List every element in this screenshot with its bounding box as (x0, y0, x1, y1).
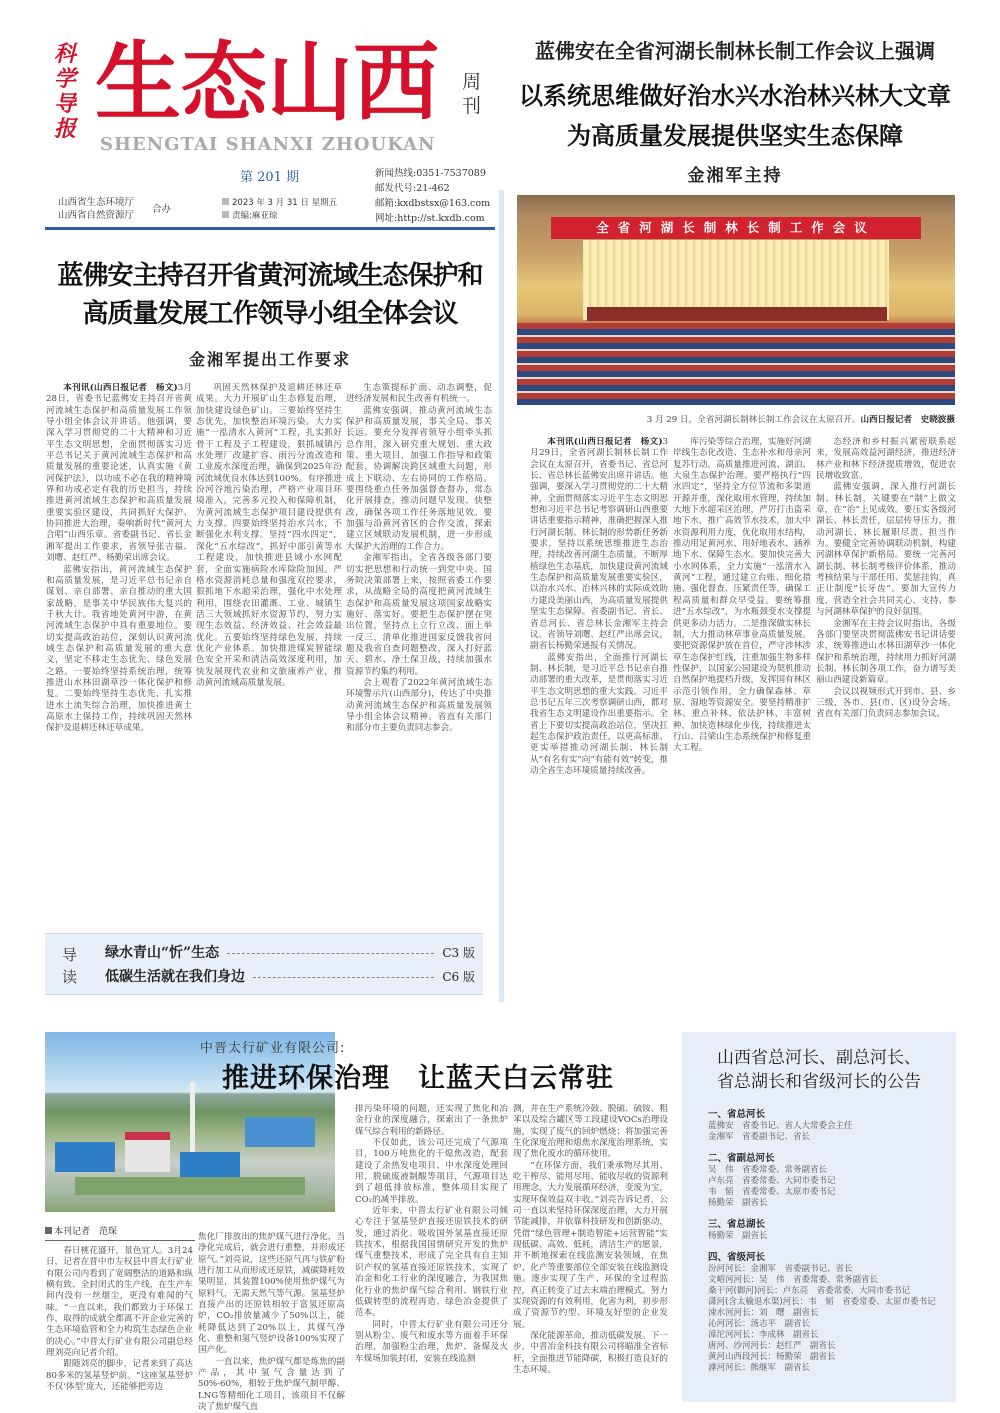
paragraph-text: 测，并在生产系统冷鼓、脱硫、硫铵、粗苯以及综合罐区等工段建设VOCs治理设施，实现了废气的回炉燃烧；将加强完善生化深度治理和熄焦水深度治理系统，实现了焦化废水的循环使用。 (513, 1104, 668, 1160)
paragraph-text: 生态策提标扩面、动态调整，促进经济发展和民生改善有机统一。 (346, 383, 492, 405)
masthead-title: 生态山西 (95, 32, 439, 133)
email: 邮箱:kxdbstsx@163.com (375, 198, 491, 209)
notice-entry: 唐河、沙河河长：赵红严 副省长 (708, 1341, 836, 1351)
paragraph-text: 焦化厂排放出的焦炉煤气进行净化，当净化完成后，就会进行重整，并形成还原气。”刘亮说，这些还原气再与铁矿粉进行加工从而形成还原铁，减碳降耗效果明显，其装置100%使用焦炉煤气为原料气，无需天然气等气源。氢基竖炉直接产出的还原铁相较于富氢还原高炉，CO₂排放量减少了50%以上，能耗降低达到了20%以上，其煤气净化、重整和氢气竖炉设备100%实现了国产化。 (198, 1232, 345, 1356)
guide-item-title: 低碳生活就在我们身边 (105, 969, 245, 985)
paragraph-text: 同时，中晋太行矿业有限公司还分别从粉尘、废气和废水等方面着手环保治理，加强粉尘治理，焦炉、备煤及火车煤场加装封闭，安装在线监测 (355, 1319, 508, 1364)
paragraph-text: 蓝佛安指出，黄河流域生态保护和高质量发展，是习近平总书记亲自谋划、亲自部署、亲自推动的重大国家战略，是事关中华民族伟大复兴的千秋大计。我省地处黄河中游，在黄河流域生态保护中具有重要地位。要切实提高政治站位，深刻认识黄河流域生态保护和高质量发展的重大意义，坚定不移走生态优先、绿色发展之路。一要始终坚持系统治理，统筹推进山水林田湖草沙一体化保护和修复。二要始终坚持生态优先，扎实推进水土流失综合治理，加快推进黄土高原水土保持工作，持续巩固天然林保护及退耕还林还草成果。 (46, 564, 192, 734)
square-bullet-icon (222, 198, 229, 205)
paragraph (355, 1206, 508, 1319)
postal-code: 邮发代号:21-462 (375, 183, 450, 194)
paragraph-text: 巩固天然林保护及退耕还林还草成果。大力开展矿山生态修复治理，加快建设绿色矿山。三要始终坚持生态优先，加快整治环境污染。大力实施“一泓清水入黄河”工程，扎实抓好骨干工程及子工程建设，狠抓城镇污水处理厂改建扩容、雨污分流改造和工业废水深度治理，确保到2025年汾河流域优良水体达到100%。有序推进汾河谷地污染治理，严格产业项目环境准入。完善多元投入和保障机制，为黄河流域生态保护项目建设提供有力支撑。四要始终坚持治水兴水，不断强化水利支撑。坚持“四水四定”，深化“五水综改”，抓好中部引黄等水工程建设，加快推进县域小水网配套，全面实施病险水库除险加固。严格水资源消耗总量和强度双控要求，狠抓地下水超采治理，强化中水处理利用，围绕农田灌溉、工业、城镇生活三大领域抓好水资源节约，努力实现生态效益、经济效益、社会效益最优化。五要始终坚持绿色发展，持续优化产业体系。加快推进煤炭智能绿色安全开采和清洁高效深度利用，加快发展现代农业和文旅康养产业，推动黄河流域高质量发展。 (196, 383, 342, 688)
issue-number: 第 201 期 (240, 170, 300, 185)
contact-info (375, 166, 490, 226)
guide-item[interactable] (105, 967, 475, 987)
notice-entry: 潇河(含太榆退水渠)河长：韦 韬 省委常委、太原市委书记 (708, 1297, 936, 1307)
paragraph-text: 不仅如此，该公司还完成了气源项目，100万吨焦化的干熄焦改造，配套建设了余热发电项目、中水深度处理回用、脱硫废液制酸等项目，气源项目达到了超低排放标准，整体项目实现了CO₂的减半排放。 (355, 1138, 508, 1205)
lower-article-column (46, 1246, 193, 1413)
leader-line (253, 977, 434, 978)
paragraph-text: 会议以视频形式开到市、县、乡三级，各市、县(市、区)设分会场。省直有关部门负责同志参加会议。 (816, 686, 956, 720)
website: 网址:http://st.kxdb.com (375, 213, 485, 224)
notice-entry: 黄河山西段河长：杨勤荣 副省长 (708, 1352, 836, 1362)
notice-entry: 涑水河河长：刘 曙 副省长 (708, 1308, 819, 1318)
lower-article-column (355, 1104, 508, 1413)
lead-label: 本刊讯(山西日报记者 杨文) (63, 383, 178, 393)
right-article-column (816, 437, 956, 999)
paragraph (513, 1104, 668, 1161)
sponsor: 山西省自然资源厅 (58, 210, 135, 221)
masthead-weekly: 周刊 (462, 71, 482, 117)
conference-photo (517, 195, 955, 405)
paragraph-text: 春日桃花盛开，景色宜人。3月24日，记者在晋中市左权县中晋太行矿业有限公司内看到了宽阔整洁的道路和纵横有致、全封闭式的生产线，在生产车间内没有一丝烟尘，更没有难闻的气味。“一直以来，我们都致力于环保工作，取得的成就全都离不开企业完善的生态环境监管和全力构筑生态绿色企业的决心。”中晋太行矿业有限公司副总经理刘亮向记者介绍。 (46, 1246, 193, 1359)
caption-text: 3 月 29 日，全省河湖长制林长制工作会议在太原召开。 (646, 415, 861, 425)
paragraph (346, 678, 492, 735)
paragraph-text: 金湘军在主持会议时指出，各级各部门要坚决贯彻蓝佛安书记讲话要求，统筹推进山水林田湖草沙一体化保护和系统治理，持续用力抓好河湖长制、林长制各项工作，奋力谱写美丽山西建设新篇章。 (816, 618, 956, 686)
paragraph (816, 482, 956, 618)
hotline: 新闻热线:0351-7537089 (375, 168, 486, 179)
paragraph-text: 蓝佛安强调，推动黄河流域生态保护和高质量发展，事关全局、事关长远。要充分发挥省领导小组牵头抓总作用，深入研究重大规划、重大政策、重大项目，加强工作指导和政策配套，协调解决跨区域重大问题，形成上下联动、左右协同的工作格局。要围绕重点任务加强督查督办，常态化开展排查，推动问题早发现、快整改，确保各项工作任务落地见效。要加强与沿黄河省区的合作交流，探索建立区域联动发展机制，进一步形成大保护大治理的工作合力。 (346, 405, 492, 552)
paragraph (346, 383, 492, 406)
paragraph-text: 蓝佛安强调，深入推行河湖长制、林长制，关键要在“制”上做文章，在“治”上见成效。要压实各级河湖长、林长责任，层层传导压力，推动河湖长、林长履职尽责、担当作为。要健全完善协调联动机制，构建河湖林草保护新格局。要统一完善河湖长制、林长制考核评价体系，推动考核结果与干部任用、奖惩挂钩，真正让制度“长牙齿”。要加大宣传力度，营造全社会共同关心、支持、参与河湖林草保护的良好氛围。 (816, 482, 956, 618)
paragraph-text: “在环保方面，我们秉承物尽其用、吃干榨尽、能用尽用、能收尽收的资源利用理念，大力发展循环经济，变废为宝，实现环保效益双丰收。”刘亮告诉记者，公司一直以来坚持环保深度治理，大力开展节能减排，并依靠科技研发和创新驱动，凭借“绿色管理+制造智能+运营智能”实现低碳、高效、低耗，清洁生产的愿景，并不断地探索在线监测安装领域，在焦炉、化产等重要部位全部安装在线监测设施。逐步实现了生产、环保的全过程监控，真正转变了过去末端治理模式。努力实现资源的有效利用，化害为利，初步形成了资源节约型、环境友好型的企业发展。 (513, 1160, 668, 1330)
notice-entry: 韦 韬 省委常委、太原市委书记 (708, 1187, 836, 1197)
notice-entry: 杨勤荣 副省长 (708, 1198, 768, 1208)
notice-section-heading: 一、省总河长 (708, 1109, 766, 1120)
paragraph (355, 1104, 508, 1138)
paragraph-text: 3月29日，全省河湖长制林长制工作会议在太原召开，省委书记、省总河长、省总林长蓝佛安出席并讲话。他强调，要深入学习贯彻党的二十大精神，全面贯彻落实习近平生态文明思想和习近平总书记考察调研山西重要讲话重要指示精神，准确把握深入推行河湖长制、林长制的形势新任务新要求，坚持以系统思维推进生态治理，持续改善河湖生态质量，不断厚植绿色生态基底，加快建设黄河流域生态保护和高质量发展重要实验区，以治水兴水、治林兴林的实际成效助力建设美丽山西，为高质量发展提供坚实生态保障。省委副书记、省长、省总河长、省总林长金湘军主持会议。省领导刘曙、赵红严出席会议。副省长杨勤荣通报有关情况。 (530, 437, 668, 652)
notice-entry: 汾河河长：金湘军 省委副书记、省长 (708, 1264, 853, 1274)
paragraph (355, 1320, 508, 1365)
paragraph (198, 1232, 345, 1357)
guide-item-title: 绿水青山“忻”生态 (105, 945, 220, 961)
notice-entry: 吴 伟 省委常委、常务副省长 (708, 1165, 828, 1175)
square-bullet-icon (45, 1227, 52, 1234)
paragraph-text: 排污染环境的问题，还实现了焦化和冶金行业的深度融合，探索出了一条焦炉煤气综合利用的新路径。 (355, 1104, 508, 1137)
green-belt (75, 1177, 305, 1195)
photo-caption (515, 414, 955, 426)
notice-body (708, 1108, 953, 1374)
right-article-subtitle: 金湘军主持 (687, 166, 783, 186)
byline (45, 1226, 195, 1241)
paragraph (816, 437, 956, 482)
notice-section-heading: 三、省总湖长 (708, 1219, 766, 1230)
notice-entry: 漳沱河河长：李成林 副省长 (708, 1330, 819, 1340)
paragraph (530, 653, 668, 778)
title-line: 山西省总河长、副总河长、 (717, 1048, 921, 1068)
guide-item[interactable] (105, 943, 475, 963)
chimney (190, 1082, 195, 1152)
left-article-subtitle: 金湘军提出工作要求 (188, 350, 351, 369)
building (125, 1132, 170, 1172)
guide-label: 导读 (62, 946, 78, 986)
notice-entry: 文峪河河长：吴 伟 省委常委、常务副省长 (708, 1275, 879, 1285)
guide-item-page: C6 版 (442, 970, 475, 984)
building (55, 1142, 115, 1172)
left-article-column (46, 383, 192, 928)
editor: 责编:麻亚琼 (232, 211, 278, 221)
masthead-english: SHENGTAI SHANXI ZHOUKAN (100, 134, 436, 155)
notice-entry: 沁河河长：汤志平 副省长 (708, 1319, 811, 1329)
notice-section-heading: 二、省副总河长 (708, 1153, 775, 1164)
paragraph (346, 553, 492, 678)
paragraph-text: 态经济和乡村振兴紧密联系起来，发展高效益河湖经济，推进经济林产业和林下经济提质增效，促进农民增收致富。 (816, 437, 956, 482)
notice-box (682, 1032, 956, 1402)
right-article-column (673, 437, 811, 999)
right-article-kicker: 蓝佛安在全省河湖长制林长制工作会议上强调 (535, 39, 935, 63)
title-line: 为高质量发展提供坚实生态保障 (567, 122, 903, 150)
left-article-column (346, 383, 492, 928)
paragraph (816, 687, 956, 721)
paragraph (513, 1161, 668, 1331)
notice-entry: 金湘军 省委副书记、省长 (708, 1132, 811, 1142)
paragraph (530, 437, 668, 653)
publish-date: 2023 年 3 月 31 日 星期五 (232, 198, 338, 208)
title-line: 蓝佛安主持召开省黄河流域生态保护和 (57, 261, 483, 291)
date-info (222, 197, 337, 223)
co-host-label: 合办 (152, 204, 172, 215)
column-accent-bar (499, 190, 504, 1002)
paragraph (46, 1246, 193, 1359)
right-article-column (530, 437, 668, 999)
right-article-title (510, 76, 960, 156)
square-bullet-icon (222, 211, 229, 218)
paragraph-text: 一直以来，焦炉煤气都是炼焦的副产品，其中氢气含量达到了50%-60%，相较于焦炉煤气制甲醇、LNG等精细化工项目，该项目不仅解决了焦炉煤气直 (198, 1356, 345, 1413)
lower-article-column (513, 1104, 668, 1413)
notice-entry: 卢东亮 省委常委、大同市委书记 (708, 1176, 836, 1186)
paragraph-text: 会上观看了2022年黄河流域生态环境警示片(山西部分)，传达了中央推动黄河流域生态保护和高质量发展领导小组全体会议精神。省直有关部门和部分市主要负责同志参会。 (346, 677, 492, 734)
left-article-column (196, 383, 342, 928)
paragraph (46, 565, 192, 735)
caption-credit: 山西日报记者 史晓波摄 (860, 415, 955, 425)
audience-rows (517, 323, 955, 405)
paragraph (673, 437, 811, 755)
guide-item-page: C3 版 (442, 946, 475, 960)
paragraph (355, 1138, 508, 1206)
paragraph (46, 1359, 193, 1393)
divider (45, 227, 495, 230)
paragraph-text: 金湘军指出，全省各级各部门要切实把思想和行动统一到党中央、国务院决策部署上来，按照省委工作要求，从战略全局的高度把黄河流域生态保护和高质量发展这项国家战略实施好、落实好。要把生态保护摆在突出位置，坚持点上立行立改、面上举一反三，清单化推进国家反馈我省问题及我省自查问题整改，深入打好蓝天、碧水、净土保卫战，持续加强水资源节约集约利用。 (346, 553, 492, 677)
paragraph (196, 383, 342, 689)
title-line: 省总湖长和省级河长的公告 (717, 1072, 921, 1092)
paragraph-text: 近年来，中晋太行矿业有限公司倾心专注于氢基竖炉直接还原铁技术的研发，通过消化、吸收国外氢基直接还原铁技术，根据我国国情研究开发的焦炉煤气重整技术，形成了完全具有自主知识产权的氢基直接还原铁技术，实现了冶金和化工行业的深度融合，为我国焦化行业的焦炉煤气综合利用、钢铁行业低碳转型的流程再造、绿色冶金提供了范本。 (355, 1206, 508, 1319)
lower-article-title: 推进环保治理 让蓝天白云常驻 (222, 1063, 614, 1094)
leader-line (227, 953, 434, 954)
notice-title (682, 1046, 956, 1094)
building (180, 1152, 240, 1180)
brand-logo-vertical: 科学导报 (53, 41, 76, 142)
paragraph (46, 383, 192, 565)
sponsors (58, 196, 134, 222)
sponsor: 山西省生态环境厅 (58, 197, 135, 208)
title-line: 以系统思维做好治水兴水治林兴林大文章 (519, 82, 951, 110)
notice-entry: 滹河河长：熊继军 副省长 (708, 1363, 811, 1373)
paragraph-text: 蓝佛安指出，全面推行河湖长制、林长制，是习近平总书记亲自推动部署的重大改革，是贯彻落实习近平生态文明思想的重大实践。习近平总书记五年三次考察调研山西，都对我省生态文明建设作出重要指示。全省上下要切实提高政治站位，坚决扛起生态保护政治责任，以更高标准、更实举措推动河湖长制、林长制从“有名有实”向“有能有效”转变，推动全省生态环境质量持续改善。 (530, 652, 668, 776)
paragraph-text: 3月28日，省委书记蓝佛安主持召开省黄河流域生态保护和高质量发展工作领导小组全体会议并讲话。他强调，要深入学习贯彻党的二十大精神和习近平生态文明思想，全面贯彻落实习近平总书记关于黄河流域生态保护和高质量发展的重要论述，认真实施《黄河保护法》，以功成不必在我的精神境界和功成必定有我的历史担当，持续推进黄河流域生态保护和高质量发展重要实验区建设，共同抓好大保护、协同推进大治理，奏响新时代“黄河大合唱”山西乐章。省委副书记、省长金湘军提出工作要求，省领导张吉福、刘曙、赵红严、杨勤荣出席会议。 (46, 383, 192, 564)
lower-article-column (198, 1232, 345, 1413)
paragraph-text: 跟随刘亮的脚步，记者来到了高达80多米的氢基竖炉前。“这座氢基竖炉不仅‘体型’庞大，还能够把旁边 (46, 1359, 193, 1393)
building (245, 1117, 315, 1147)
notice-entry: 蓝佛安 省委书记、省人大常委会主任 (708, 1121, 853, 1131)
lead-label: 本刊讯(山西日报记者 杨文) (547, 437, 663, 447)
paragraph-text: 库污染等综合治理，实施好河湖岸线生态化改造、生态补水和母亲河复苏行动，高质量推进河流、湖泊、大泉生态保护治理。要严格执行“四水四定”，坚持全方位节流和多渠道开源并重，深化取用水管理，持续加大地下水超采区治理，严厉打击盗采地下水，推广高效节水技术，加大中水资源利用力度，优化取用水结构，推动用足黄河水、用好地表水、涵养地下水、保障生态水。要加快完善大小水网体系，全力实施“一泓清水入黄河”工程，通过建立台账、细化措施、强化督查、压紧责任等，确保工程高质量和群众早受益。要统筹推进“五水综改”，为水瓶颈变水支撑提供更多动力活力。二是推深做实林长制，大力推动林草事业高质量发展。要把资源保护放在首位，严守涉林涉草生态保护红线，注重加强生物多样性保护，以国家公园建设为契机推动自然保护地提档升级，发挥国有林区示范引领作用，全力确保森林、草原、湿地等资源安全。要坚持精准扩林、重点补林、依法护林、丰富树种，加快造林绿化步伐，持续推进太行山、吕梁山生态系统保护和修复重大工程。 (673, 437, 811, 754)
stage-table (587, 307, 887, 321)
notice-section-heading: 四、省级河长 (708, 1252, 766, 1263)
paragraph (816, 619, 956, 687)
paragraph (346, 406, 492, 553)
factory-photo (45, 1032, 335, 1212)
notice-entry: 桑干河(御河)河长：卢东亮 省委常委、大同市委书记 (708, 1286, 911, 1296)
title-line: 高质量发展工作领导小组全体会议 (82, 299, 458, 329)
guide-box (45, 933, 483, 995)
paragraph-text: 深化能源革命，推动低碳发展。下一步，中晋冶金科技有限公司将瞄准全省标杆，全面推进节能降碳，积极打造良好的生态环境。 (513, 1330, 668, 1375)
lower-article-kicker: 中晋太行矿业有限公司: (200, 1041, 346, 1056)
photo-banner: 全省河湖长制林长制工作会议 (551, 217, 921, 239)
paragraph (198, 1357, 345, 1413)
byline-text: 本刊记者 范琛 (54, 1227, 118, 1237)
notice-entry: 杨勤荣 副省长 (708, 1231, 768, 1241)
paragraph (513, 1331, 668, 1376)
left-article-title (45, 257, 495, 333)
